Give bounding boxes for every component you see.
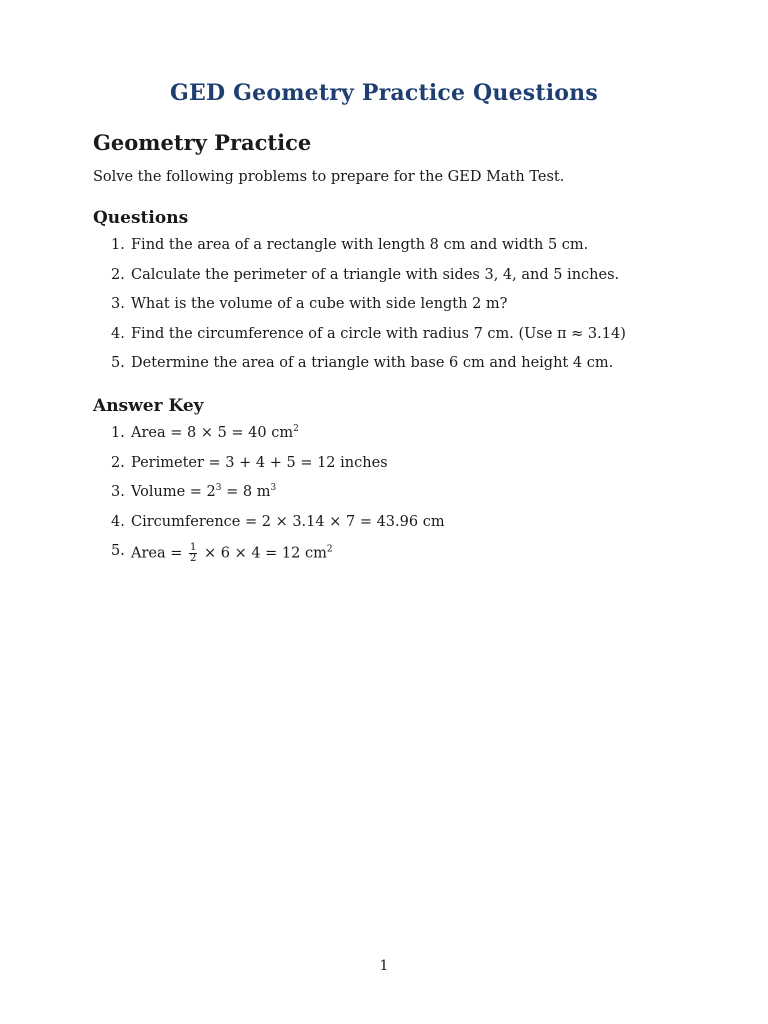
answer-text: Circumference = 2 × 3.14 × 7 = 43.96 cm — [131, 513, 445, 530]
question-text: Find the area of a rectangle with length 8 cm and width 5 cm. — [131, 237, 589, 253]
answer-text: Volume = $2^3 = 8$ $m^3$ — [131, 483, 277, 501]
document-title: GED Geometry Practice Questions — [170, 80, 598, 106]
question-number: 2. — [111, 266, 125, 283]
question-text: What is the volume of a cube with side length 2 m? — [131, 296, 508, 313]
fraction: $\frac{1}{2}$ — [190, 542, 197, 565]
questions-heading: Questions — [93, 208, 189, 228]
page-number: 1 — [379, 958, 389, 974]
answer-text: Area = $\frac{1}{2}$ × 6 × 4 = 12 $cm^2$ — [131, 542, 333, 565]
answer-number: 5. — [111, 543, 125, 560]
question-number: 3. — [111, 296, 125, 313]
question-text: Find the circumference of a circle with radius 7 cm. (Use π ≈ 3.14) — [131, 325, 626, 342]
question-text: Calculate the perimeter of a triangle with sides 3, 4, and 5 inches. — [131, 266, 620, 283]
answer-number: 3. — [111, 484, 125, 501]
answer-number: 1. — [111, 425, 125, 441]
section-title: Geometry Practice — [93, 130, 312, 155]
answer-key-heading: Answer Key — [93, 396, 204, 416]
question-number: 4. — [111, 325, 125, 342]
intro-text: Solve the following problems to prepare for the GED Math Test. — [93, 169, 565, 185]
question-number: 5. — [111, 355, 125, 372]
answer-text: Area = 8 × 5 = 40 $cm^2$ — [131, 424, 299, 441]
answer-number: 4. — [111, 513, 125, 530]
question-number: 1. — [111, 237, 125, 253]
answer-text: Perimeter = 3 + 4 + 5 = 12 inches — [131, 454, 388, 471]
question-text: Determine the area of a triangle with base 6 cm and height 4 cm. — [131, 355, 614, 372]
answer-number: 2. — [111, 454, 125, 471]
